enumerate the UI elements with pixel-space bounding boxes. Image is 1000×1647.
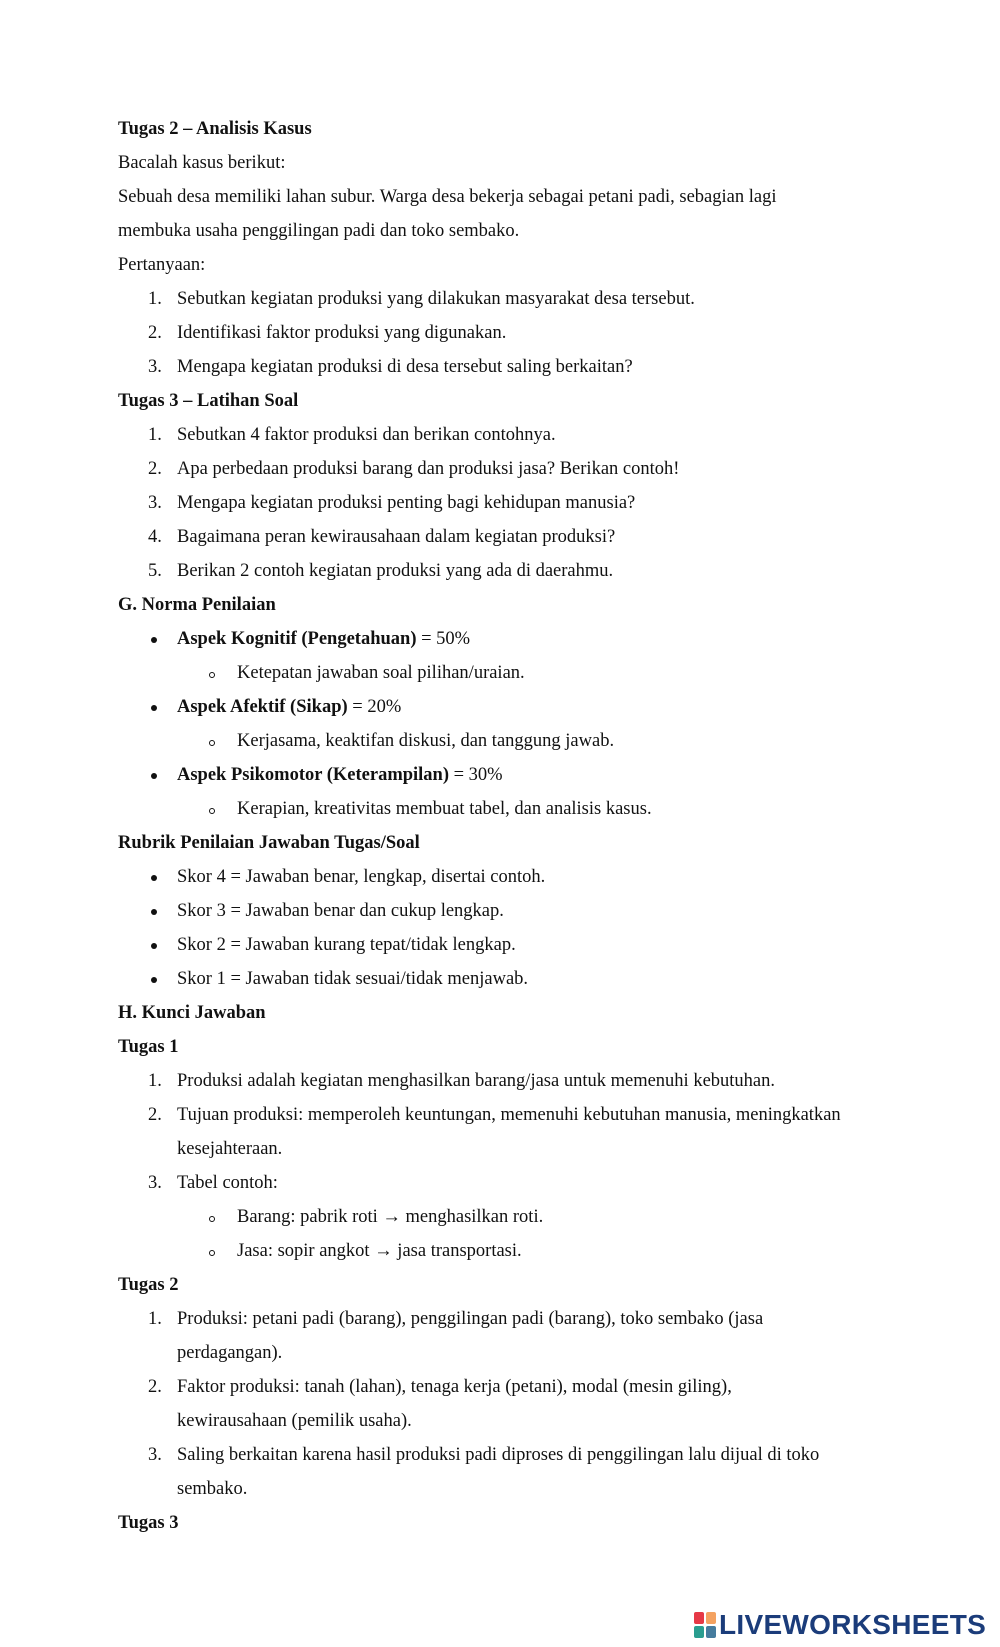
item-text: Tabel contoh: [177, 1173, 278, 1193]
item-text: Mengapa kegiatan produksi penting bagi kehidupan manusia? [177, 493, 636, 513]
worksheet-page [118, 112, 898, 1540]
aspect-item-afektif [118, 690, 898, 724]
liveworksheets-logo-text: LIVEWORKSHEETS [719, 1609, 987, 1640]
rubrik-list [118, 860, 898, 996]
bullet-icon [151, 875, 157, 881]
rubrik-heading: Rubrik Penilaian Jawaban Tugas/Soal [118, 833, 420, 853]
tugas2-heading: Tugas 2 – Analisis Kasus [118, 119, 312, 139]
tugas2-intro: Bacalah kasus berikut: [118, 153, 286, 173]
item-text: Identifikasi faktor produksi yang digunakan. [177, 323, 507, 343]
aspect-detail [118, 792, 898, 826]
list-item [118, 1064, 898, 1098]
bullet-icon [151, 705, 157, 711]
item-text-line-2: sembako. [177, 1479, 248, 1499]
bullet-icon [151, 977, 157, 983]
logo-block-red [694, 1612, 704, 1624]
liveworksheets-logo-icon [694, 1612, 716, 1638]
bullet-icon [151, 943, 157, 949]
list-item [118, 894, 898, 928]
aspect-detail-text: Kerapian, kreativitas membuat tabel, dan analisis kasus. [237, 799, 652, 819]
item-text: Skor 3 = Jawaban benar dan cukup lengkap. [177, 901, 504, 921]
list-item [118, 860, 898, 894]
list-item [118, 1370, 898, 1438]
tugas3-heading: Tugas 3 – Latihan Soal [118, 391, 299, 411]
item-number: 2. [148, 1377, 162, 1397]
aspect-value: = 20% [347, 697, 402, 717]
list-item [118, 1302, 898, 1370]
kunci-tugas3-heading: Tugas 3 [118, 1513, 179, 1533]
aspect-detail [118, 724, 898, 758]
item-text-line-1: Produksi: petani padi (barang), penggilingan padi (barang), toko sembako (jasa [177, 1309, 764, 1329]
item-text-line-2: perdagangan). [177, 1343, 283, 1363]
aspect-item-psikomotor [118, 758, 898, 792]
norma-aspect-list [118, 622, 898, 826]
aspect-name: Aspek Psikomotor (Keterampilan) [177, 765, 449, 785]
list-item [118, 1098, 898, 1166]
kunci-tugas1-list [118, 1064, 898, 1268]
list-item [118, 418, 898, 452]
item-number: 1. [148, 425, 162, 445]
bullet-icon [151, 637, 157, 643]
list-item [118, 1166, 898, 1200]
circle-bullet-icon [209, 808, 215, 814]
logo-block-blue [706, 1626, 716, 1638]
tugas2-questions-label: Pertanyaan: [118, 255, 206, 275]
aspect-detail-text: Ketepatan jawaban soal pilihan/uraian. [237, 663, 525, 683]
item-number: 5. [148, 561, 162, 581]
kunci-tugas1-heading: Tugas 1 [118, 1037, 179, 1057]
circle-bullet-icon [209, 672, 215, 678]
sub-list-item [118, 1234, 898, 1268]
item-text: Produksi adalah kegiatan menghasilkan barang/jasa untuk memenuhi kebutuhan. [177, 1071, 776, 1091]
item-text: Bagaimana peran kewirausahaan dalam kegiatan produksi? [177, 527, 616, 547]
aspect-item-kognitif [118, 622, 898, 656]
item-number: 2. [148, 323, 162, 343]
item-number: 1. [148, 289, 162, 309]
kunci-tugas2-heading: Tugas 2 [118, 1275, 179, 1295]
sub-item-text: Barang: pabrik roti → menghasilkan roti. [237, 1207, 544, 1227]
item-text-line-1: Faktor produksi: tanah (lahan), tenaga kerja (petani), modal (mesin giling), [177, 1377, 732, 1397]
item-number: 3. [148, 357, 162, 377]
logo-block-teal [694, 1626, 704, 1638]
aspect-detail-text: Kerjasama, keaktifan diskusi, dan tanggung jawab. [237, 731, 615, 751]
item-text: Berikan 2 contoh kegiatan produksi yang ada di daerahmu. [177, 561, 614, 581]
item-text-line-1: Saling berkaitan karena hasil produksi padi diproses di penggilingan lalu dijual di toko [177, 1445, 820, 1465]
item-text: Mengapa kegiatan produksi di desa tersebut saling berkaitan? [177, 357, 633, 377]
circle-bullet-icon [209, 740, 215, 746]
circle-bullet-icon [209, 1216, 215, 1222]
item-number: 4. [148, 527, 162, 547]
list-item [118, 316, 898, 350]
item-text: Sebutkan 4 faktor produksi dan berikan contohnya. [177, 425, 556, 445]
kunci-tugas2-list [118, 1302, 898, 1506]
circle-bullet-icon [209, 1250, 215, 1256]
list-item [118, 350, 898, 384]
logo-block-orange [706, 1612, 716, 1624]
aspect-value: = 50% [416, 629, 471, 649]
item-text: Apa perbedaan produksi barang dan produksi jasa? Berikan contoh! [177, 459, 680, 479]
aspect-name: Aspek Afektif (Sikap) [177, 697, 348, 717]
item-number: 3. [148, 1173, 162, 1193]
aspect-value: = 30% [449, 765, 503, 785]
list-item [118, 452, 898, 486]
list-item [118, 520, 898, 554]
list-item [118, 1438, 898, 1506]
item-number: 3. [148, 493, 162, 513]
item-text: Sebutkan kegiatan produksi yang dilakukan masyarakat desa tersebut. [177, 289, 695, 309]
list-item [118, 962, 898, 996]
kunci-heading: H. Kunci Jawaban [118, 1003, 266, 1023]
liveworksheets-logo [694, 1608, 986, 1642]
item-text: Skor 4 = Jawaban benar, lengkap, disertai contoh. [177, 867, 546, 887]
list-item [118, 486, 898, 520]
item-text-line-2: kesejahteraan. [177, 1139, 283, 1159]
item-number: 1. [148, 1309, 162, 1329]
item-number: 2. [148, 1105, 162, 1125]
bullet-icon [151, 909, 157, 915]
sub-item-text: Jasa: sopir angkot → jasa transportasi. [237, 1241, 522, 1261]
item-number: 1. [148, 1071, 162, 1091]
list-item [118, 928, 898, 962]
bullet-icon [151, 773, 157, 779]
item-number: 2. [148, 459, 162, 479]
item-text-line-1: Tujuan produksi: memperoleh keuntungan, memenuhi kebutuhan manusia, meningkatkan [177, 1105, 841, 1125]
list-item [118, 282, 898, 316]
norma-heading: G. Norma Penilaian [118, 595, 276, 615]
aspect-detail [118, 656, 898, 690]
tugas2-question-list [118, 282, 898, 384]
item-number: 3. [148, 1445, 162, 1465]
tugas3-question-list [118, 418, 898, 588]
sub-list-item [118, 1200, 898, 1234]
aspect-name: Aspek Kognitif (Pengetahuan) [177, 629, 417, 649]
tugas2-case-line-2: membuka usaha penggilingan padi dan toko sembako. [118, 221, 520, 241]
list-item [118, 554, 898, 588]
item-text-line-2: kewirausahaan (pemilik usaha). [177, 1411, 412, 1431]
tugas2-case-line-1: Sebuah desa memiliki lahan subur. Warga desa bekerja sebagai petani padi, sebagian lagi [118, 187, 777, 207]
item-text: Skor 2 = Jawaban kurang tepat/tidak lengkap. [177, 935, 516, 955]
item-text: Skor 1 = Jawaban tidak sesuai/tidak menjawab. [177, 969, 529, 989]
